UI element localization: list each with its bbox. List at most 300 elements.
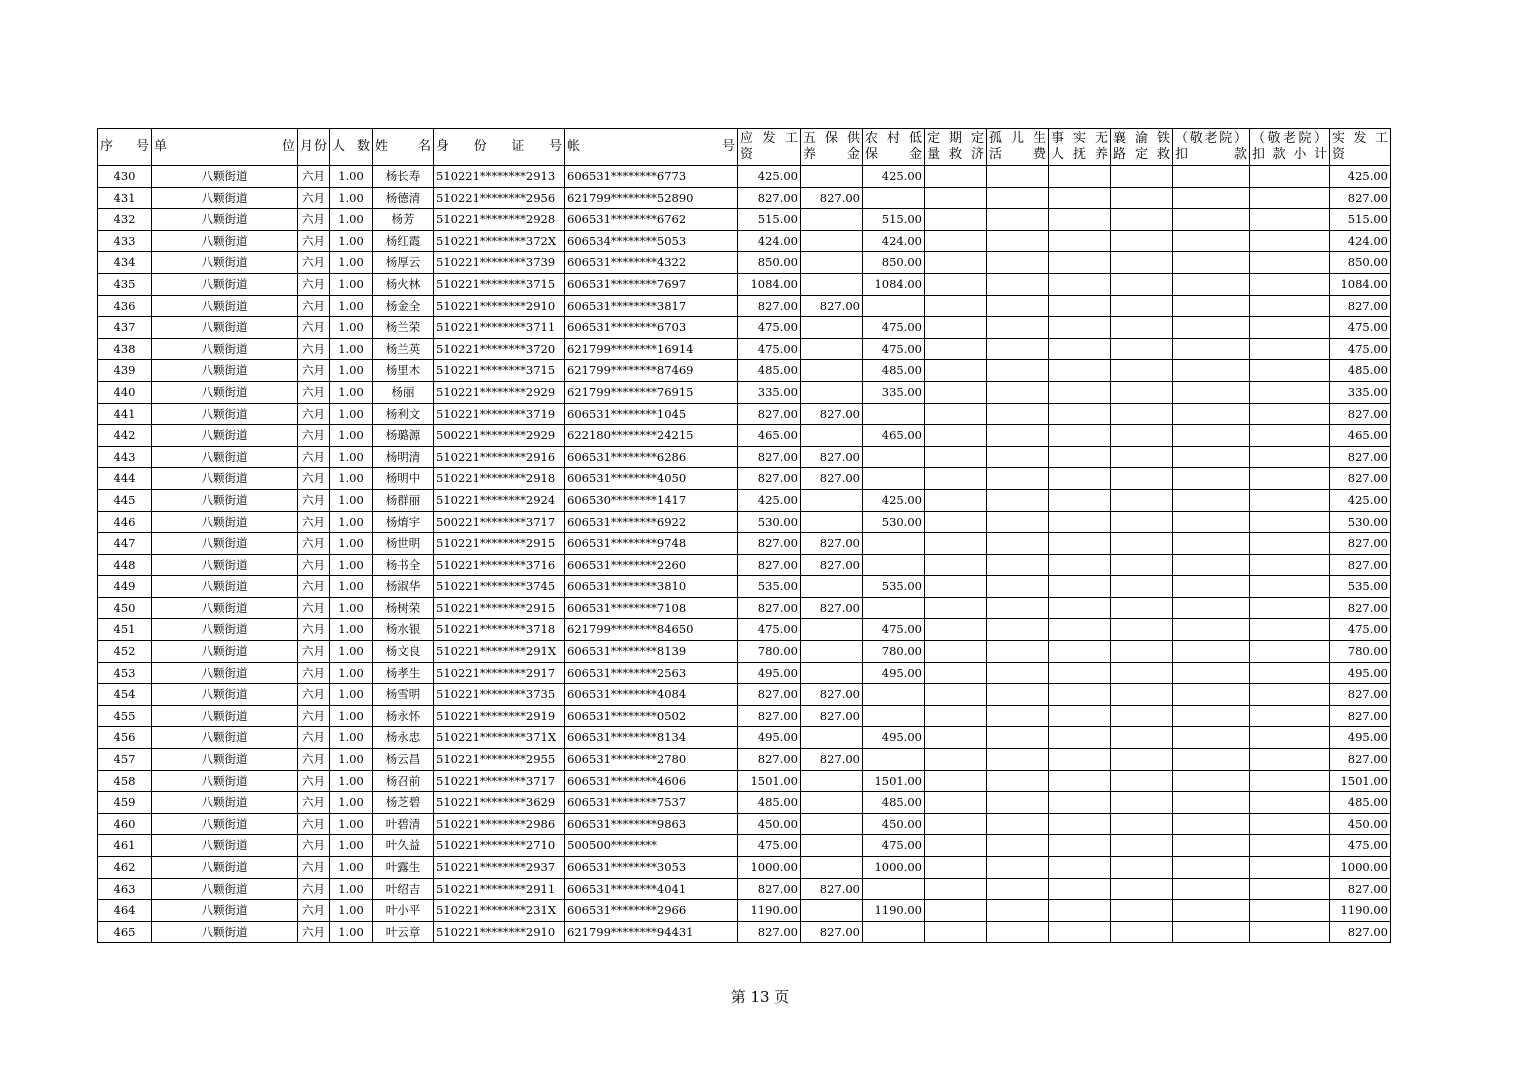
- xiangyu-railway-cell: [1111, 770, 1173, 792]
- five-guarantee-cell: 827.00: [801, 446, 863, 468]
- page-number: 第 13 页: [730, 988, 790, 1006]
- gross-pay-cell: 1000.00: [738, 857, 801, 879]
- orphan-living-cell: [987, 619, 1049, 641]
- account-cell: 622180********24215: [565, 425, 738, 447]
- rural-subsistence-cell: [863, 749, 925, 771]
- table-row: [98, 554, 1391, 576]
- header-col-month: 月份: [298, 129, 330, 166]
- orphan-living-cell: [987, 230, 1049, 252]
- table-row: [98, 597, 1391, 619]
- name-cell: 叶久益: [373, 835, 434, 857]
- seq-cell: 463: [98, 878, 152, 900]
- account-cell: 621799********16914: [565, 338, 738, 360]
- five-guarantee-cell: 827.00: [801, 749, 863, 771]
- count-cell: 1.00: [330, 554, 373, 576]
- unit-cell: 八颗街道: [152, 727, 298, 749]
- seq-cell: 449: [98, 576, 152, 598]
- net-pay-cell: 827.00: [1330, 295, 1391, 317]
- rural-subsistence-cell: 475.00: [863, 619, 925, 641]
- account-cell: 606534********5053: [565, 230, 738, 252]
- deduction-subtotal-cell: [1250, 705, 1330, 727]
- unit-cell: 八颗街道: [152, 317, 298, 339]
- count-cell: 1.00: [330, 641, 373, 663]
- rural-subsistence-cell: 1084.00: [863, 273, 925, 295]
- name-cell: 杨芝碧: [373, 792, 434, 814]
- gross-pay-cell: 475.00: [738, 619, 801, 641]
- seq-cell: 457: [98, 749, 152, 771]
- id-number-cell: 510221********2986: [434, 813, 565, 835]
- name-cell: 杨芳: [373, 209, 434, 231]
- account-cell: 606531********3053: [565, 857, 738, 879]
- count-cell: 1.00: [330, 749, 373, 771]
- nursing-home-deduction-cell: [1173, 273, 1250, 295]
- xiangyu-railway-cell: [1111, 273, 1173, 295]
- xiangyu-railway-cell: [1111, 597, 1173, 619]
- orphan-living-cell: [987, 187, 1049, 209]
- id-number-cell: 500221********2929: [434, 425, 565, 447]
- net-pay-cell: 485.00: [1330, 792, 1391, 814]
- month-cell: 六月: [298, 338, 330, 360]
- xiangyu-railway-cell: [1111, 381, 1173, 403]
- orphan-living-cell: [987, 446, 1049, 468]
- month-cell: 六月: [298, 857, 330, 879]
- rural-subsistence-cell: 450.00: [863, 813, 925, 835]
- header-col-de-facto-unsupported: 事 实 无 人 抚 养: [1049, 129, 1111, 166]
- xiangyu-railway-cell: [1111, 166, 1173, 188]
- header-col-name: 姓 名: [373, 129, 434, 166]
- net-pay-cell: 465.00: [1330, 425, 1391, 447]
- rural-subsistence-cell: 850.00: [863, 252, 925, 274]
- table-row: [98, 705, 1391, 727]
- month-cell: 六月: [298, 295, 330, 317]
- orphan-living-cell: [987, 576, 1049, 598]
- orphan-living-cell: [987, 684, 1049, 706]
- five-guarantee-cell: [801, 166, 863, 188]
- net-pay-cell: 827.00: [1330, 403, 1391, 425]
- five-guarantee-cell: [801, 317, 863, 339]
- table-row: [98, 166, 1391, 188]
- count-cell: 1.00: [330, 792, 373, 814]
- account-cell: 606531********7697: [565, 273, 738, 295]
- five-guarantee-cell: [801, 360, 863, 382]
- seq-cell: 436: [98, 295, 152, 317]
- deduction-subtotal-cell: [1250, 770, 1330, 792]
- xiangyu-railway-cell: [1111, 360, 1173, 382]
- id-number-cell: 510221********2917: [434, 662, 565, 684]
- month-cell: 六月: [298, 770, 330, 792]
- net-pay-cell: 827.00: [1330, 554, 1391, 576]
- deduction-subtotal-cell: [1250, 295, 1330, 317]
- unit-cell: 八颗街道: [152, 576, 298, 598]
- de-facto-unsupported-cell: [1049, 381, 1111, 403]
- unit-cell: 八颗街道: [152, 792, 298, 814]
- table-row: [98, 878, 1391, 900]
- deduction-subtotal-cell: [1250, 468, 1330, 490]
- table-row: [98, 360, 1391, 382]
- count-cell: 1.00: [330, 533, 373, 555]
- nursing-home-deduction-cell: [1173, 489, 1250, 511]
- unit-cell: 八颗街道: [152, 360, 298, 382]
- xiangyu-railway-cell: [1111, 641, 1173, 663]
- month-cell: 六月: [298, 209, 330, 231]
- seq-cell: 431: [98, 187, 152, 209]
- de-facto-unsupported-cell: [1049, 317, 1111, 339]
- id-number-cell: 510221********2929: [434, 381, 565, 403]
- id-number-cell: 510221********3711: [434, 317, 565, 339]
- seq-cell: 441: [98, 403, 152, 425]
- month-cell: 六月: [298, 468, 330, 490]
- table-row: [98, 209, 1391, 231]
- five-guarantee-cell: [801, 619, 863, 641]
- id-number-cell: 510221********2910: [434, 295, 565, 317]
- unit-cell: 八颗街道: [152, 252, 298, 274]
- five-guarantee-cell: [801, 209, 863, 231]
- five-guarantee-cell: 827.00: [801, 295, 863, 317]
- unit-cell: 八颗街道: [152, 166, 298, 188]
- regular-relief-cell: [925, 252, 987, 274]
- xiangyu-railway-cell: [1111, 489, 1173, 511]
- de-facto-unsupported-cell: [1049, 446, 1111, 468]
- count-cell: 1.00: [330, 597, 373, 619]
- seq-cell: 454: [98, 684, 152, 706]
- orphan-living-cell: [987, 554, 1049, 576]
- month-cell: 六月: [298, 360, 330, 382]
- gross-pay-cell: 425.00: [738, 166, 801, 188]
- id-number-cell: 510221********3718: [434, 619, 565, 641]
- name-cell: 杨利文: [373, 403, 434, 425]
- nursing-home-deduction-cell: [1173, 641, 1250, 663]
- unit-cell: 八颗街道: [152, 230, 298, 252]
- xiangyu-railway-cell: [1111, 511, 1173, 533]
- count-cell: 1.00: [330, 468, 373, 490]
- name-cell: 杨璐源: [373, 425, 434, 447]
- month-cell: 六月: [298, 273, 330, 295]
- xiangyu-railway-cell: [1111, 684, 1173, 706]
- de-facto-unsupported-cell: [1049, 705, 1111, 727]
- seq-cell: 438: [98, 338, 152, 360]
- five-guarantee-cell: [801, 273, 863, 295]
- nursing-home-deduction-cell: [1173, 425, 1250, 447]
- gross-pay-cell: 515.00: [738, 209, 801, 231]
- de-facto-unsupported-cell: [1049, 166, 1111, 188]
- gross-pay-cell: 827.00: [738, 749, 801, 771]
- name-cell: 杨树荣: [373, 597, 434, 619]
- rural-subsistence-cell: 475.00: [863, 338, 925, 360]
- account-cell: 606531********6286: [565, 446, 738, 468]
- deduction-subtotal-cell: [1250, 727, 1330, 749]
- orphan-living-cell: [987, 857, 1049, 879]
- unit-cell: 八颗街道: [152, 900, 298, 922]
- count-cell: 1.00: [330, 684, 373, 706]
- regular-relief-cell: [925, 641, 987, 663]
- rural-subsistence-cell: 465.00: [863, 425, 925, 447]
- account-cell: 606531********4606: [565, 770, 738, 792]
- count-cell: 1.00: [330, 338, 373, 360]
- table-row: [98, 792, 1391, 814]
- deduction-subtotal-cell: [1250, 619, 1330, 641]
- id-number-cell: 510221********3745: [434, 576, 565, 598]
- deduction-subtotal-cell: [1250, 835, 1330, 857]
- account-cell: 606531********4084: [565, 684, 738, 706]
- name-cell: 杨明清: [373, 446, 434, 468]
- net-pay-cell: 475.00: [1330, 338, 1391, 360]
- month-cell: 六月: [298, 403, 330, 425]
- month-cell: 六月: [298, 705, 330, 727]
- unit-cell: 八颗街道: [152, 921, 298, 943]
- deduction-subtotal-cell: [1250, 252, 1330, 274]
- table-row: [98, 727, 1391, 749]
- orphan-living-cell: [987, 770, 1049, 792]
- count-cell: 1.00: [330, 166, 373, 188]
- nursing-home-deduction-cell: [1173, 230, 1250, 252]
- id-number-cell: 510221********2937: [434, 857, 565, 879]
- regular-relief-cell: [925, 187, 987, 209]
- net-pay-cell: 535.00: [1330, 576, 1391, 598]
- net-pay-cell: 485.00: [1330, 360, 1391, 382]
- seq-cell: 451: [98, 619, 152, 641]
- orphan-living-cell: [987, 533, 1049, 555]
- nursing-home-deduction-cell: [1173, 900, 1250, 922]
- name-cell: 杨焴宇: [373, 511, 434, 533]
- month-cell: 六月: [298, 166, 330, 188]
- name-cell: 杨明中: [373, 468, 434, 490]
- five-guarantee-cell: [801, 381, 863, 403]
- nursing-home-deduction-cell: [1173, 295, 1250, 317]
- name-cell: 杨雪明: [373, 684, 434, 706]
- de-facto-unsupported-cell: [1049, 900, 1111, 922]
- five-guarantee-cell: 827.00: [801, 705, 863, 727]
- table-row: [98, 641, 1391, 663]
- gross-pay-cell: 827.00: [738, 878, 801, 900]
- de-facto-unsupported-cell: [1049, 511, 1111, 533]
- gross-pay-cell: 335.00: [738, 381, 801, 403]
- rural-subsistence-cell: 1501.00: [863, 770, 925, 792]
- gross-pay-cell: 495.00: [738, 727, 801, 749]
- unit-cell: 八颗街道: [152, 705, 298, 727]
- name-cell: 杨永忠: [373, 727, 434, 749]
- de-facto-unsupported-cell: [1049, 295, 1111, 317]
- xiangyu-railway-cell: [1111, 252, 1173, 274]
- regular-relief-cell: [925, 705, 987, 727]
- net-pay-cell: 475.00: [1330, 835, 1391, 857]
- de-facto-unsupported-cell: [1049, 252, 1111, 274]
- five-guarantee-cell: [801, 641, 863, 663]
- five-guarantee-cell: [801, 835, 863, 857]
- rural-subsistence-cell: [863, 533, 925, 555]
- orphan-living-cell: [987, 209, 1049, 231]
- unit-cell: 八颗街道: [152, 554, 298, 576]
- id-number-cell: 510221********3715: [434, 360, 565, 382]
- gross-pay-cell: 475.00: [738, 835, 801, 857]
- seq-cell: 435: [98, 273, 152, 295]
- header-col-nursing-home-deduction: （敬老院） 扣 款: [1173, 129, 1250, 166]
- count-cell: 1.00: [330, 273, 373, 295]
- gross-pay-cell: 424.00: [738, 230, 801, 252]
- table-row: [98, 295, 1391, 317]
- account-cell: 621799********84650: [565, 619, 738, 641]
- count-cell: 1.00: [330, 705, 373, 727]
- regular-relief-cell: [925, 381, 987, 403]
- month-cell: 六月: [298, 252, 330, 274]
- xiangyu-railway-cell: [1111, 425, 1173, 447]
- count-cell: 1.00: [330, 425, 373, 447]
- deduction-subtotal-cell: [1250, 489, 1330, 511]
- regular-relief-cell: [925, 727, 987, 749]
- regular-relief-cell: [925, 338, 987, 360]
- regular-relief-cell: [925, 230, 987, 252]
- unit-cell: 八颗街道: [152, 489, 298, 511]
- nursing-home-deduction-cell: [1173, 792, 1250, 814]
- rural-subsistence-cell: 1000.00: [863, 857, 925, 879]
- regular-relief-cell: [925, 597, 987, 619]
- deduction-subtotal-cell: [1250, 360, 1330, 382]
- regular-relief-cell: [925, 878, 987, 900]
- five-guarantee-cell: 827.00: [801, 684, 863, 706]
- de-facto-unsupported-cell: [1049, 770, 1111, 792]
- name-cell: 杨群丽: [373, 489, 434, 511]
- deduction-subtotal-cell: [1250, 533, 1330, 555]
- deduction-subtotal-cell: [1250, 187, 1330, 209]
- de-facto-unsupported-cell: [1049, 468, 1111, 490]
- account-cell: 606531********2563: [565, 662, 738, 684]
- account-cell: 606531********9863: [565, 813, 738, 835]
- xiangyu-railway-cell: [1111, 857, 1173, 879]
- name-cell: 杨厚云: [373, 252, 434, 274]
- month-cell: 六月: [298, 641, 330, 663]
- regular-relief-cell: [925, 511, 987, 533]
- de-facto-unsupported-cell: [1049, 684, 1111, 706]
- month-cell: 六月: [298, 727, 330, 749]
- five-guarantee-cell: [801, 813, 863, 835]
- regular-relief-cell: [925, 684, 987, 706]
- rural-subsistence-cell: [863, 684, 925, 706]
- rural-subsistence-cell: 485.00: [863, 360, 925, 382]
- de-facto-unsupported-cell: [1049, 813, 1111, 835]
- name-cell: 杨永怀: [373, 705, 434, 727]
- orphan-living-cell: [987, 878, 1049, 900]
- regular-relief-cell: [925, 770, 987, 792]
- seq-cell: 432: [98, 209, 152, 231]
- header-col-seq: 序 号: [98, 129, 152, 166]
- month-cell: 六月: [298, 381, 330, 403]
- gross-pay-cell: 450.00: [738, 813, 801, 835]
- id-number-cell: 510221********2916: [434, 446, 565, 468]
- nursing-home-deduction-cell: [1173, 511, 1250, 533]
- deduction-subtotal-cell: [1250, 878, 1330, 900]
- orphan-living-cell: [987, 662, 1049, 684]
- five-guarantee-cell: [801, 792, 863, 814]
- five-guarantee-cell: [801, 576, 863, 598]
- name-cell: 杨兰荣: [373, 317, 434, 339]
- nursing-home-deduction-cell: [1173, 662, 1250, 684]
- nursing-home-deduction-cell: [1173, 684, 1250, 706]
- seq-cell: 460: [98, 813, 152, 835]
- gross-pay-cell: 827.00: [738, 403, 801, 425]
- name-cell: 叶碧清: [373, 813, 434, 835]
- rural-subsistence-cell: 495.00: [863, 727, 925, 749]
- account-cell: 606531********3817: [565, 295, 738, 317]
- xiangyu-railway-cell: [1111, 835, 1173, 857]
- orphan-living-cell: [987, 252, 1049, 274]
- seq-cell: 452: [98, 641, 152, 663]
- id-number-cell: 510221********2919: [434, 705, 565, 727]
- table-row: [98, 338, 1391, 360]
- header-col-unit: 单 位: [152, 129, 298, 166]
- table-row: [98, 619, 1391, 641]
- orphan-living-cell: [987, 295, 1049, 317]
- orphan-living-cell: [987, 921, 1049, 943]
- deduction-subtotal-cell: [1250, 662, 1330, 684]
- five-guarantee-cell: [801, 727, 863, 749]
- deduction-subtotal-cell: [1250, 338, 1330, 360]
- deduction-subtotal-cell: [1250, 554, 1330, 576]
- de-facto-unsupported-cell: [1049, 727, 1111, 749]
- orphan-living-cell: [987, 813, 1049, 835]
- month-cell: 六月: [298, 425, 330, 447]
- name-cell: 杨丽: [373, 381, 434, 403]
- month-cell: 六月: [298, 619, 330, 641]
- xiangyu-railway-cell: [1111, 209, 1173, 231]
- unit-cell: 八颗街道: [152, 749, 298, 771]
- month-cell: 六月: [298, 813, 330, 835]
- gross-pay-cell: 827.00: [738, 533, 801, 555]
- unit-cell: 八颗街道: [152, 295, 298, 317]
- account-cell: 606531********6773: [565, 166, 738, 188]
- table-row: [98, 684, 1391, 706]
- table-row: [98, 403, 1391, 425]
- month-cell: 六月: [298, 187, 330, 209]
- gross-pay-cell: 827.00: [738, 705, 801, 727]
- deduction-subtotal-cell: [1250, 317, 1330, 339]
- gross-pay-cell: 850.00: [738, 252, 801, 274]
- net-pay-cell: 850.00: [1330, 252, 1391, 274]
- net-pay-cell: 827.00: [1330, 533, 1391, 555]
- name-cell: 杨火林: [373, 273, 434, 295]
- id-number-cell: 510221********3739: [434, 252, 565, 274]
- id-number-cell: 510221********2911: [434, 878, 565, 900]
- gross-pay-cell: 425.00: [738, 489, 801, 511]
- xiangyu-railway-cell: [1111, 878, 1173, 900]
- seq-cell: 464: [98, 900, 152, 922]
- gross-pay-cell: 485.00: [738, 792, 801, 814]
- xiangyu-railway-cell: [1111, 403, 1173, 425]
- table-row: [98, 273, 1391, 295]
- net-pay-cell: 827.00: [1330, 684, 1391, 706]
- id-number-cell: 510221********2915: [434, 597, 565, 619]
- xiangyu-railway-cell: [1111, 576, 1173, 598]
- five-guarantee-cell: 827.00: [801, 554, 863, 576]
- rural-subsistence-cell: [863, 295, 925, 317]
- account-cell: 606531********6762: [565, 209, 738, 231]
- rural-subsistence-cell: [863, 554, 925, 576]
- net-pay-cell: 827.00: [1330, 921, 1391, 943]
- regular-relief-cell: [925, 317, 987, 339]
- nursing-home-deduction-cell: [1173, 770, 1250, 792]
- rural-subsistence-cell: [863, 468, 925, 490]
- orphan-living-cell: [987, 835, 1049, 857]
- id-number-cell: 510221********2913: [434, 166, 565, 188]
- month-cell: 六月: [298, 317, 330, 339]
- orphan-living-cell: [987, 273, 1049, 295]
- seq-cell: 453: [98, 662, 152, 684]
- gross-pay-cell: 530.00: [738, 511, 801, 533]
- count-cell: 1.00: [330, 209, 373, 231]
- regular-relief-cell: [925, 360, 987, 382]
- gross-pay-cell: 827.00: [738, 468, 801, 490]
- deduction-subtotal-cell: [1250, 446, 1330, 468]
- nursing-home-deduction-cell: [1173, 338, 1250, 360]
- unit-cell: 八颗街道: [152, 425, 298, 447]
